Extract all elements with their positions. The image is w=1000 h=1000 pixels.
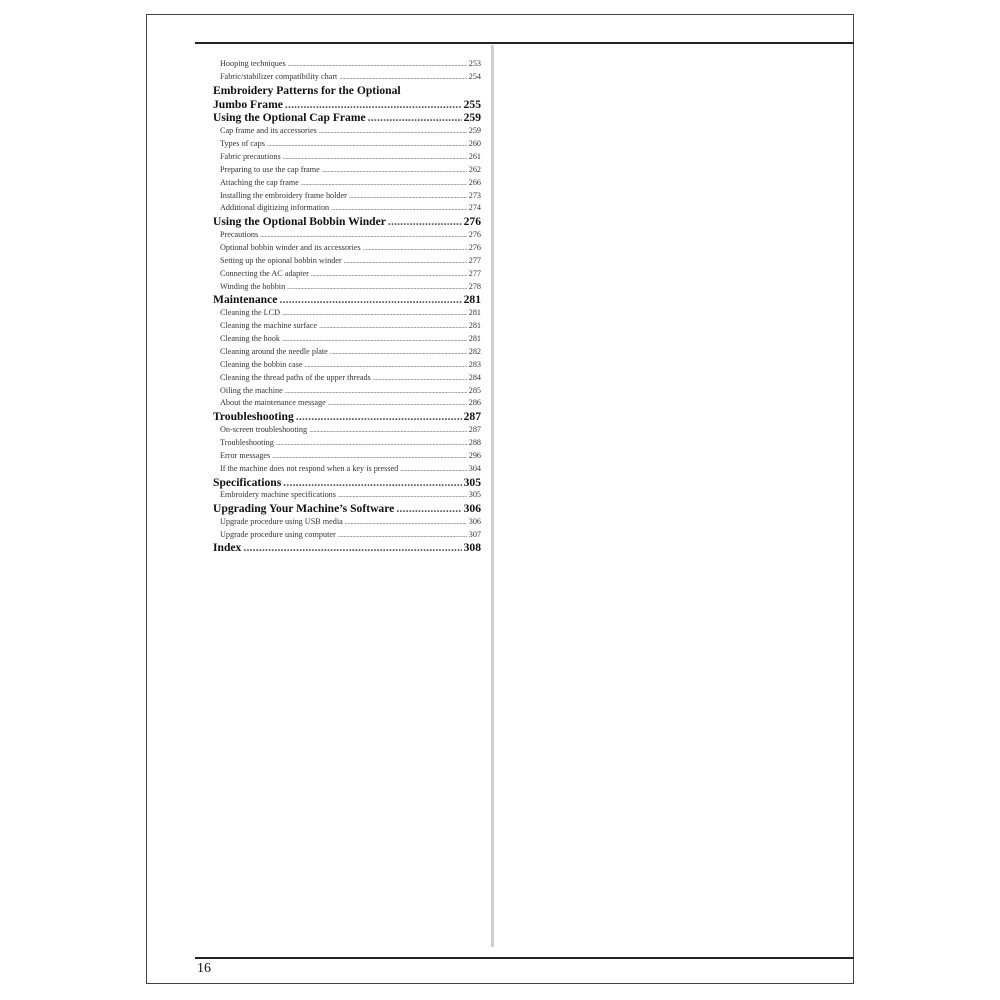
dot-leader bbox=[301, 178, 467, 190]
toc-entry[interactable] bbox=[213, 202, 481, 215]
toc-entry[interactable] bbox=[213, 450, 481, 463]
dot-leader bbox=[373, 373, 467, 385]
toc-entry-title: Cleaning the LCD bbox=[220, 308, 281, 318]
toc-entry-title: Cleaning the machine surface bbox=[220, 320, 318, 330]
toc-entry-page: 286 bbox=[468, 398, 481, 408]
toc-entry-page: 282 bbox=[468, 346, 481, 356]
toc-section-heading-line: Embroidery Patterns for the Optional bbox=[213, 83, 401, 97]
toc-entry-page: 281 bbox=[463, 293, 481, 307]
dot-leader bbox=[400, 464, 466, 476]
toc-entry-page: 277 bbox=[468, 268, 481, 278]
column-divider bbox=[491, 45, 494, 947]
dot-leader bbox=[296, 410, 462, 424]
dot-leader bbox=[282, 308, 467, 320]
toc-entry-title: Troubleshooting bbox=[220, 437, 274, 447]
toc-entry-title: Types of caps bbox=[220, 138, 265, 148]
toc-entry-page: 277 bbox=[468, 255, 481, 265]
toc-entry[interactable] bbox=[213, 242, 481, 255]
toc-entry-title: If the machine does not respond when a key is pressed bbox=[220, 463, 399, 473]
toc-entry-title: Attaching the cap frame bbox=[220, 177, 299, 187]
toc-entry-page: 276 bbox=[468, 242, 481, 252]
toc-entry[interactable] bbox=[213, 229, 481, 242]
toc-entry[interactable] bbox=[213, 268, 481, 281]
toc-entry-title: Cleaning the bobbin case bbox=[220, 359, 303, 369]
toc-entry[interactable] bbox=[213, 397, 481, 410]
toc-entry[interactable] bbox=[213, 58, 481, 71]
bottom-rule bbox=[195, 957, 854, 959]
dot-leader bbox=[331, 203, 467, 215]
toc-entry-title: Troubleshooting bbox=[213, 410, 294, 424]
toc-entry-page: 273 bbox=[468, 190, 481, 200]
toc-entry-title: On-screen troubleshooting bbox=[220, 424, 308, 434]
toc-entry-title: Additional digitizing information bbox=[220, 203, 330, 213]
toc-entry[interactable] bbox=[213, 516, 481, 529]
toc-entry-title: Hooping techniques bbox=[220, 59, 286, 68]
toc-entry-title: About the maintenance message bbox=[220, 398, 326, 408]
dot-leader bbox=[338, 490, 467, 502]
toc-entry-page: 283 bbox=[468, 359, 481, 369]
dot-leader bbox=[338, 530, 467, 542]
toc-entry-title: Setting up the opional bobbin winder bbox=[220, 255, 342, 265]
toc-entry[interactable] bbox=[213, 320, 481, 333]
toc-entry-page: 307 bbox=[468, 529, 481, 539]
toc-entry-title: Cleaning the hook bbox=[220, 333, 281, 343]
dot-leader bbox=[283, 476, 461, 490]
toc-entry-title: Connecting the AC adapter bbox=[220, 268, 309, 278]
dot-leader bbox=[285, 98, 462, 112]
toc-section[interactable] bbox=[213, 111, 481, 125]
dot-leader bbox=[322, 165, 467, 177]
toc-entry[interactable] bbox=[213, 125, 481, 138]
toc-entry-page: 304 bbox=[468, 463, 481, 473]
dot-leader bbox=[287, 282, 467, 294]
toc-entry-page: 306 bbox=[463, 502, 481, 516]
dot-leader bbox=[388, 215, 462, 229]
dot-leader bbox=[305, 360, 467, 372]
dot-leader bbox=[319, 126, 467, 138]
toc-entry-page: 262 bbox=[468, 164, 481, 174]
dot-leader bbox=[311, 269, 467, 281]
table-of-contents bbox=[213, 58, 481, 555]
toc-entry[interactable] bbox=[213, 372, 481, 385]
toc-entry-page: 285 bbox=[468, 385, 481, 395]
toc-entry-title: Error messages bbox=[220, 450, 271, 460]
toc-entry-title: Installing the embroidery frame holder bbox=[220, 190, 347, 200]
toc-section[interactable] bbox=[213, 215, 481, 229]
dot-leader bbox=[349, 191, 467, 203]
toc-entry-page: 288 bbox=[468, 437, 481, 447]
toc-entry-page: 260 bbox=[468, 138, 481, 148]
toc-entry[interactable] bbox=[213, 255, 481, 268]
toc-entry-page: 284 bbox=[468, 372, 481, 382]
toc-entry-title: Upgrade procedure using USB media bbox=[220, 516, 343, 526]
toc-entry[interactable] bbox=[213, 385, 481, 398]
toc-entry-page: 308 bbox=[463, 541, 481, 555]
toc-entry[interactable] bbox=[213, 307, 481, 320]
dot-leader bbox=[272, 451, 466, 463]
toc-entry[interactable] bbox=[213, 190, 481, 203]
toc-entry-page: 305 bbox=[463, 475, 481, 489]
dot-leader bbox=[267, 139, 467, 151]
toc-entry-page: 274 bbox=[468, 203, 481, 213]
dot-leader bbox=[368, 111, 462, 125]
toc-entry-page: 305 bbox=[468, 490, 481, 500]
toc-entry-title: Upgrade procedure using computer bbox=[220, 529, 336, 539]
toc-entry-title: Oiling the machine bbox=[220, 385, 283, 395]
toc-entry-title: Precautions bbox=[220, 229, 259, 239]
toc-entry-page: 281 bbox=[468, 308, 481, 318]
toc-section[interactable] bbox=[213, 410, 481, 424]
toc-entry-title: Using the Optional Cap Frame bbox=[213, 111, 366, 125]
toc-entry-page: 266 bbox=[468, 177, 481, 187]
toc-entry-page: 296 bbox=[468, 450, 481, 460]
toc-entry-page: 259 bbox=[468, 126, 481, 135]
dot-leader bbox=[283, 152, 467, 164]
dot-leader bbox=[282, 334, 467, 346]
toc-entry-title: Fabric/stabilizer compatibility chart bbox=[220, 71, 338, 81]
toc-entry[interactable] bbox=[213, 177, 481, 190]
toc-entry[interactable] bbox=[213, 529, 481, 542]
toc-entry[interactable] bbox=[213, 463, 481, 476]
toc-entry-title: Embroidery machine specifications bbox=[220, 490, 336, 500]
toc-entry-title: Cleaning the thread paths of the upper threads bbox=[220, 372, 371, 382]
toc-entry[interactable] bbox=[213, 151, 481, 164]
toc-entry-title: Cleaning around the needle plate bbox=[220, 346, 328, 356]
toc-entry[interactable] bbox=[213, 333, 481, 346]
toc-entry-title: Preparing to use the cap frame bbox=[220, 164, 320, 174]
toc-entry[interactable] bbox=[213, 424, 481, 437]
toc-entry-page: 287 bbox=[468, 424, 481, 434]
manual-page bbox=[146, 14, 854, 984]
toc-entry-title: Winding the bobbin bbox=[220, 281, 286, 291]
toc-entry-page: 259 bbox=[463, 111, 481, 125]
dot-leader bbox=[276, 438, 467, 450]
dot-leader bbox=[288, 59, 467, 71]
toc-entry-page: 255 bbox=[463, 97, 481, 111]
toc-section[interactable] bbox=[213, 541, 481, 555]
toc-entry-title: Optional bobbin winder and its accessories bbox=[220, 242, 361, 252]
toc-entry-page: 278 bbox=[468, 281, 481, 291]
toc-entry[interactable] bbox=[213, 359, 481, 372]
dot-leader bbox=[243, 541, 461, 555]
dot-leader bbox=[363, 243, 467, 255]
toc-section[interactable] bbox=[213, 98, 481, 112]
toc-entry-page: 281 bbox=[468, 333, 481, 343]
dot-leader bbox=[396, 502, 461, 516]
dot-leader bbox=[330, 347, 467, 359]
toc-entry-title: Maintenance bbox=[213, 293, 278, 307]
toc-entry-title: Using the Optional Bobbin Winder bbox=[213, 215, 386, 229]
dot-leader bbox=[309, 425, 467, 437]
dot-leader bbox=[285, 386, 467, 398]
toc-entry[interactable] bbox=[213, 164, 481, 177]
toc-entry-page: 261 bbox=[468, 151, 481, 161]
toc-entry-title: Cap frame and its accessories bbox=[220, 126, 317, 135]
toc-section[interactable] bbox=[213, 476, 481, 490]
toc-entry-page: 281 bbox=[468, 320, 481, 330]
toc-entry[interactable] bbox=[213, 437, 481, 450]
toc-entry[interactable] bbox=[213, 281, 481, 294]
dot-leader bbox=[345, 517, 467, 529]
toc-entry-title: Upgrading Your Machine’s Software bbox=[213, 502, 395, 516]
toc-entry[interactable] bbox=[213, 138, 481, 151]
toc-entry-page: 306 bbox=[468, 516, 481, 526]
toc-section[interactable] bbox=[213, 293, 481, 307]
toc-entry-title: Index bbox=[213, 541, 242, 555]
toc-entry[interactable] bbox=[213, 346, 481, 359]
dot-leader bbox=[328, 398, 467, 410]
toc-entry-page: 287 bbox=[463, 410, 481, 424]
toc-entry-page: 276 bbox=[468, 229, 481, 239]
toc-section[interactable] bbox=[213, 502, 481, 516]
toc-entry-title: Fabric precautions bbox=[220, 151, 281, 161]
toc-entry-title: Jumbo Frame bbox=[213, 97, 283, 111]
page-number: 16 bbox=[197, 961, 211, 976]
toc-entry[interactable] bbox=[213, 71, 481, 84]
toc-entry-page: 276 bbox=[463, 215, 481, 229]
toc-entry-title: Specifications bbox=[213, 475, 282, 489]
toc-entry[interactable] bbox=[213, 489, 481, 502]
toc-entry-page: 254 bbox=[468, 71, 481, 81]
dot-leader bbox=[260, 230, 467, 242]
dot-leader bbox=[319, 321, 467, 333]
dot-leader bbox=[279, 293, 461, 307]
dot-leader bbox=[344, 256, 467, 268]
top-rule bbox=[195, 42, 854, 44]
toc-entry-page: 253 bbox=[468, 59, 481, 68]
dot-leader bbox=[339, 72, 466, 84]
